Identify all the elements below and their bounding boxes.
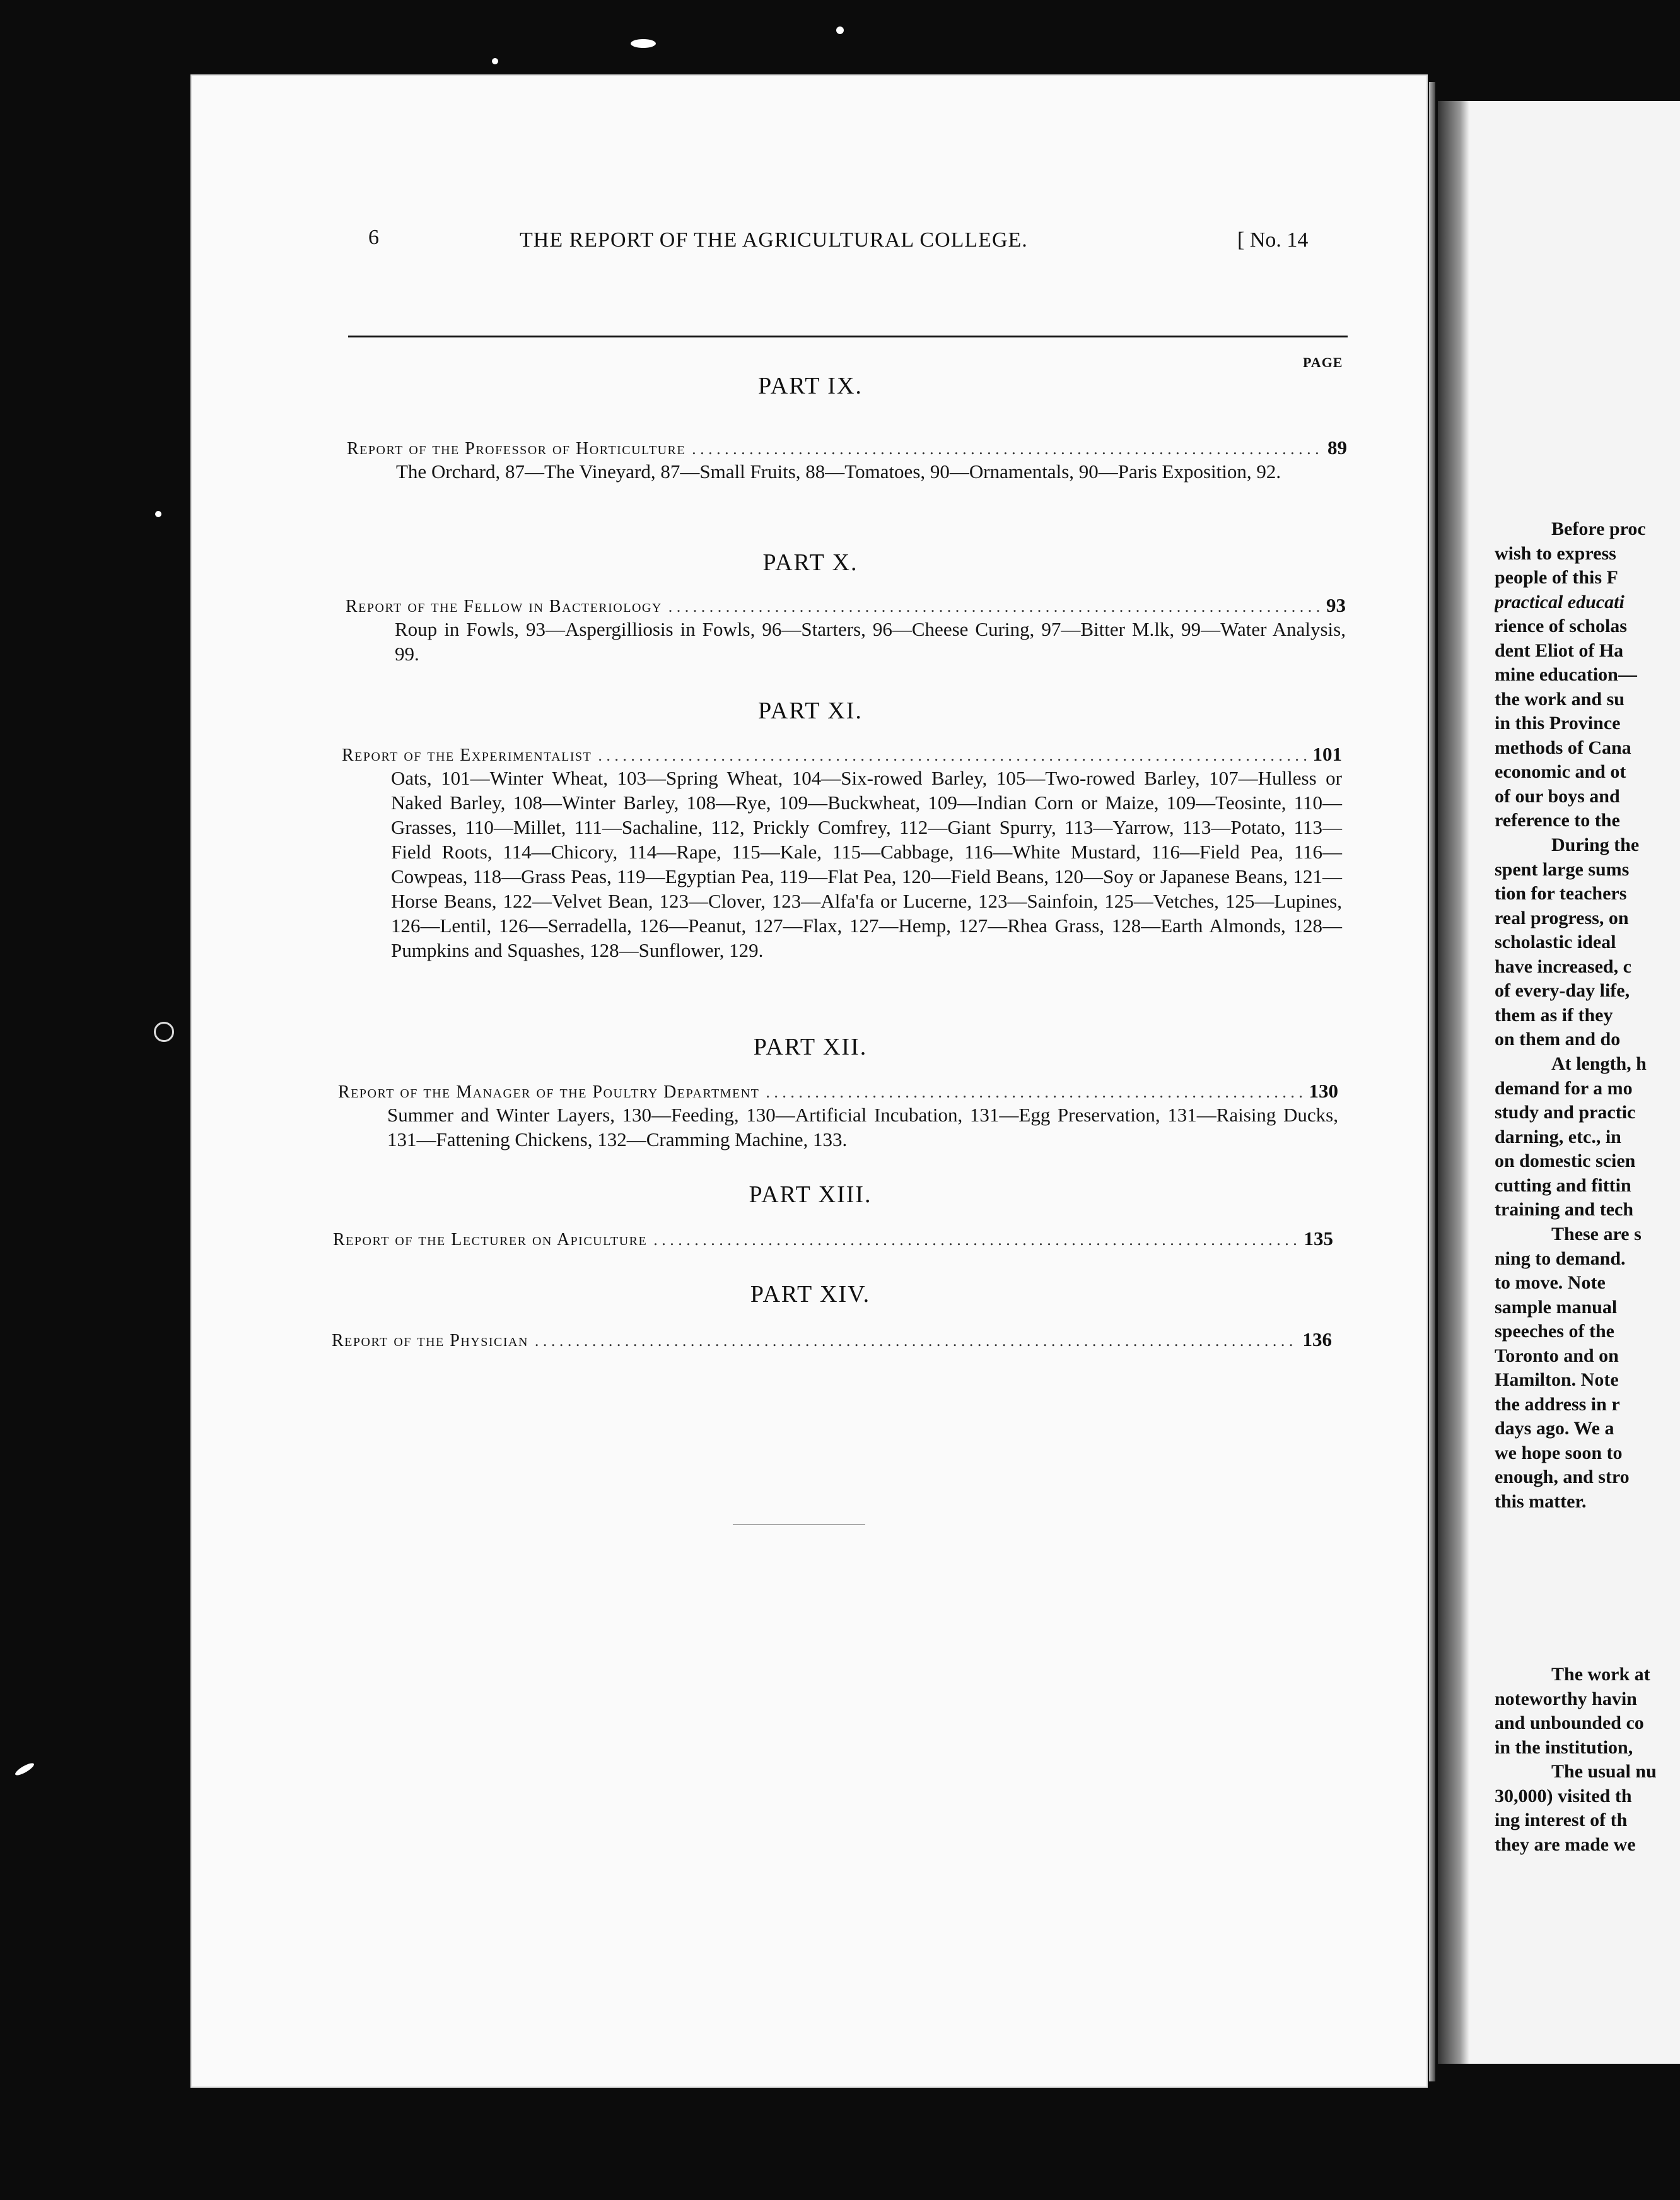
toc-entry bbox=[346, 594, 1346, 666]
text-line: have increased, c bbox=[1495, 956, 1631, 977]
film-speck bbox=[155, 511, 161, 517]
right-page bbox=[1438, 101, 1680, 2064]
running-head bbox=[192, 219, 1426, 257]
page-number: 6 bbox=[368, 226, 379, 249]
text-line: practical educati bbox=[1495, 591, 1625, 612]
entry-page: 93 bbox=[1326, 594, 1346, 616]
entry-description: Oats, 101—Winter Wheat, 103—Spring Wheat, 104—Six-rowed Barley, 105—Two-rowed Barley, 107—Hulless or Naked Barley, 108—Winter Barley, 108—Rye, 109—Buckwheat, 109—Indian Corn or Maize, 109—Teosinte, 110—Grasses, 110—Millet, 111—Sachaline, 112, Prickly Comfrey, 112—Giant Spurry, 113—Yarrow, 113—Potato, 113—Field Roots, 114—Chicory, 114—Rape, 115—Kale, 115—Cabbage, 116—White Mustard, 116—Field Pea, 116—Cowpeas, 118—Grass Peas, 119—Egyptian Pea, 119—Flat Pea, 120—Field Beans, 120—Soy or Japanese Beans, 121—Horse Beans, 122—Velvet Bean, 123—Clover, 123—Alfa'fa or Lucerne, 123—Sainfoin, 125—Vetches, 125—Lupines, 126—Lentil, 126—Serradella, 126—Peanut, 127—Flax, 127—Hemp, 127—Rhea Grass, 128—Earth Almonds, 128—Pumpkins and Squashes, 128—Sunflower, 129. bbox=[391, 767, 1342, 961]
part-title: PART IX. bbox=[758, 373, 863, 399]
text-line: real progress, on bbox=[1495, 907, 1629, 928]
text-line: in the institution, bbox=[1495, 1736, 1633, 1758]
part-title: PART XI. bbox=[758, 698, 863, 724]
text-line: the work and su bbox=[1495, 688, 1625, 710]
document-number: [ No. 14 bbox=[1237, 228, 1309, 252]
entry-page: 135 bbox=[1304, 1227, 1333, 1249]
text-line: 30,000) visited th bbox=[1495, 1785, 1632, 1806]
gutter-shadow bbox=[1438, 101, 1469, 2064]
leader-dots bbox=[668, 597, 1320, 616]
text-line: The usual nu bbox=[1551, 1761, 1657, 1782]
toc-entry bbox=[332, 1328, 1332, 1351]
text-line: Before proc bbox=[1551, 518, 1646, 539]
leader-dots bbox=[766, 1083, 1302, 1102]
text-line: wish to express bbox=[1495, 542, 1616, 564]
leader-dots bbox=[598, 746, 1306, 765]
part-title: PART XIV. bbox=[750, 1281, 871, 1308]
end-rule bbox=[733, 1524, 865, 1525]
entry-description: The Orchard, 87—The Vineyard, 87—Small Fruits, 88—Tomatoes, 90—Ornamentals, 90—Paris Exposition, 92. bbox=[396, 460, 1281, 483]
text-line: darning, etc., in bbox=[1495, 1126, 1621, 1147]
text-line: we hope soon to bbox=[1495, 1442, 1623, 1463]
text-line: dent Eliot of Ha bbox=[1495, 640, 1624, 661]
leader-dots bbox=[653, 1231, 1297, 1249]
entry-description: Summer and Winter Layers, 130—Feeding, 130—Artificial Incubation, 131—Egg Preservation, 131—Raising Ducks, 131—Fattening Chickens, 132—Cramming Machine, 133. bbox=[387, 1104, 1338, 1150]
part-title: PART XII. bbox=[753, 1034, 868, 1060]
text-line: Hamilton. Note bbox=[1495, 1369, 1619, 1390]
text-line: this matter. bbox=[1495, 1490, 1587, 1512]
text-line: training and tech bbox=[1495, 1199, 1634, 1220]
text-line: Toronto and on bbox=[1495, 1345, 1619, 1366]
entry-title: Report of the Professor of Horticulture bbox=[347, 439, 686, 459]
text-line: During the bbox=[1551, 834, 1640, 855]
text-line: demand for a mo bbox=[1495, 1077, 1633, 1099]
page-column-label: PAGE bbox=[1303, 354, 1343, 370]
text-line: methods of Cana bbox=[1495, 737, 1631, 758]
entry-page: 130 bbox=[1309, 1080, 1338, 1102]
entry-title: Report of the Lecturer on Apiculture bbox=[333, 1230, 648, 1249]
entry-title: Report of the Experimentalist bbox=[342, 746, 592, 765]
text-line: ing interest of th bbox=[1495, 1810, 1628, 1830]
text-line: to move. Note bbox=[1495, 1272, 1606, 1293]
film-speck bbox=[492, 58, 498, 64]
part-title: PART X. bbox=[762, 549, 858, 576]
text-line: sample manual bbox=[1495, 1296, 1618, 1318]
entry-description: Roup in Fowls, 93—Aspergilliosis in Fowls, 96—Starters, 96—Cheese Curing, 97—Bitter M.lk, 99—Water Analysis, 99. bbox=[395, 618, 1346, 665]
film-speck bbox=[154, 1022, 174, 1042]
text-line: the address in r bbox=[1495, 1393, 1620, 1415]
text-line: rience of scholas bbox=[1495, 616, 1627, 636]
toc-entry bbox=[347, 436, 1347, 484]
entry-page: 101 bbox=[1312, 743, 1342, 765]
toc-entry bbox=[342, 743, 1342, 963]
film-speck bbox=[836, 26, 844, 34]
text-line: ning to demand. bbox=[1495, 1248, 1626, 1269]
text-line: people of this F bbox=[1495, 567, 1618, 588]
text-line: reference to the bbox=[1495, 810, 1620, 831]
toc-entry bbox=[338, 1080, 1338, 1152]
text-line: The work at bbox=[1551, 1664, 1650, 1685]
text-line: on domestic scien bbox=[1495, 1150, 1636, 1171]
toc-entry bbox=[333, 1227, 1333, 1250]
text-line: mine education— bbox=[1495, 664, 1637, 685]
text-block bbox=[1495, 1663, 1680, 1857]
leader-dots bbox=[692, 440, 1321, 459]
text-line: enough, and stro bbox=[1495, 1466, 1630, 1487]
text-block bbox=[1495, 517, 1680, 833]
text-line: tion for teachers bbox=[1495, 883, 1627, 904]
entry-title: Report of the Manager of the Poultry Department bbox=[338, 1082, 760, 1102]
text-line: At length, h bbox=[1551, 1053, 1647, 1074]
running-head-title: THE REPORT OF THE AGRICULTURAL COLLEGE. bbox=[520, 228, 1028, 252]
entry-page: 136 bbox=[1302, 1328, 1332, 1350]
text-line: noteworthy havin bbox=[1495, 1688, 1637, 1709]
entry-title: Report of the Fellow in Bacteriology bbox=[346, 597, 662, 616]
text-line: they are made we bbox=[1495, 1834, 1636, 1855]
text-line: on them and do bbox=[1495, 1029, 1621, 1050]
header-rule bbox=[348, 336, 1348, 337]
text-line: These are s bbox=[1551, 1224, 1642, 1244]
text-line: speeches of the bbox=[1495, 1321, 1614, 1342]
text-line: days ago. We a bbox=[1495, 1418, 1614, 1439]
text-block bbox=[1495, 1222, 1680, 1514]
text-line: them as if they bbox=[1495, 1004, 1613, 1026]
text-line: spent large sums bbox=[1495, 858, 1630, 880]
text-line: and unbounded co bbox=[1495, 1712, 1644, 1733]
entry-page: 89 bbox=[1327, 436, 1347, 459]
text-line: in this Province bbox=[1495, 713, 1621, 734]
text-line: of our boys and bbox=[1495, 785, 1620, 807]
part-title: PART XIII. bbox=[749, 1181, 872, 1208]
film-speck bbox=[14, 1761, 35, 1777]
text-line: study and practic bbox=[1495, 1102, 1636, 1123]
text-line: scholastic ideal bbox=[1495, 932, 1616, 952]
page-edge bbox=[1429, 82, 1435, 2081]
text-line: of every-day life, bbox=[1495, 980, 1630, 1001]
text-line: cutting and fittin bbox=[1495, 1174, 1631, 1196]
text-block bbox=[1495, 833, 1680, 1052]
leader-dots bbox=[535, 1331, 1297, 1350]
text-block bbox=[1495, 1052, 1680, 1222]
entry-title: Report of the Physician bbox=[332, 1331, 528, 1350]
left-page bbox=[190, 74, 1428, 2088]
film-speck bbox=[631, 39, 656, 48]
text-line: economic and ot bbox=[1495, 761, 1626, 782]
